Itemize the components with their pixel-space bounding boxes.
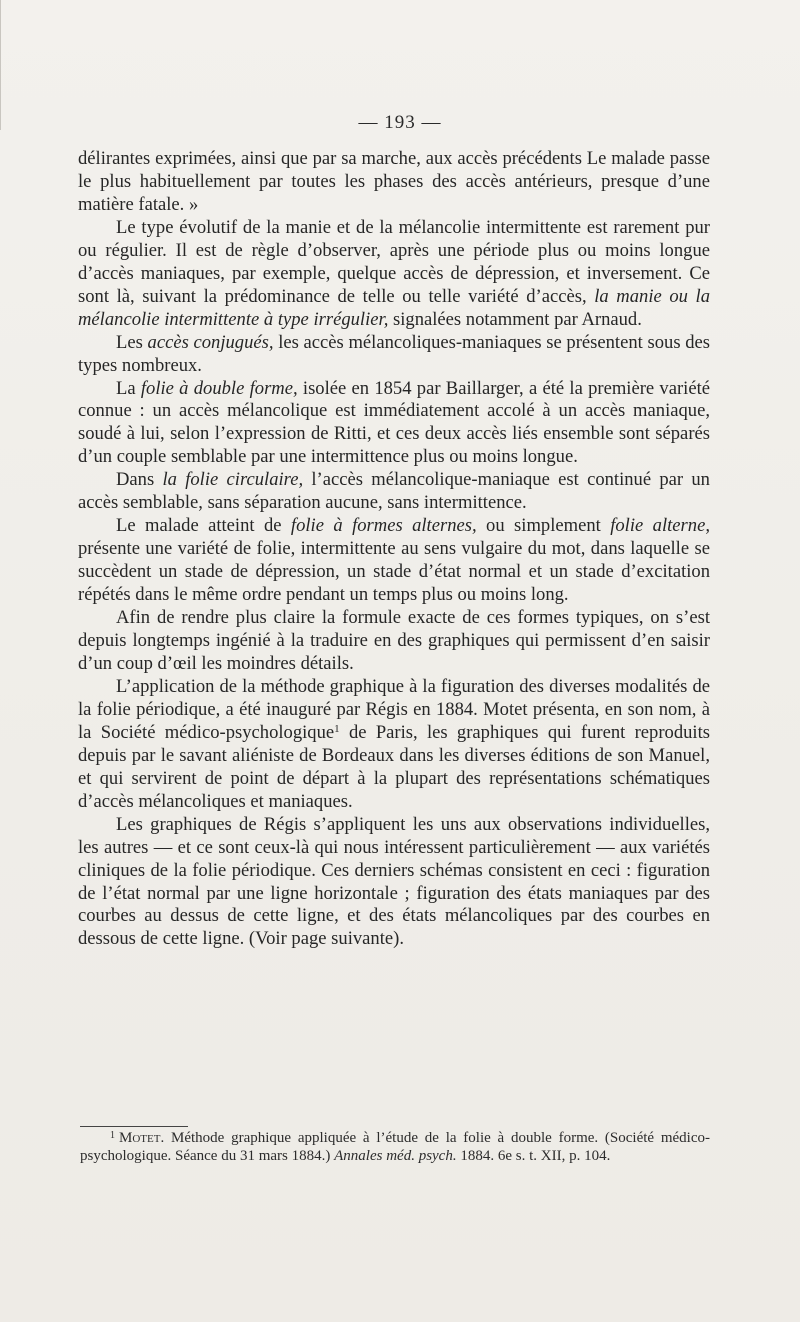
- paragraph: [78, 148, 710, 217]
- paragraph: [78, 217, 710, 332]
- paragraph: [78, 607, 710, 676]
- footnote-text-a: Méthode graphique appliquée à l’étude de la folie à double forme. (Société médico-psychologique. Séance du 31 mars 1884.): [80, 1130, 710, 1164]
- italic-term: folie à formes alternes,: [290, 515, 477, 537]
- footnote-journal: Annales méd. psych.: [334, 1147, 457, 1164]
- footnote-reference: 1: [334, 722, 340, 735]
- italic-term: la folie circulaire,: [162, 469, 304, 491]
- body-text: [78, 148, 710, 951]
- paragraph: [78, 332, 710, 378]
- page-number: — 193 —: [358, 112, 442, 133]
- paragraph: [78, 676, 710, 814]
- paragraph: [78, 515, 710, 607]
- text-run: délirantes exprimées, ainsi que par sa marche, aux accès précédents Le malade passe le plus habituellement par toutes les phases des accès antérieurs, presque d’une matière fatale. »: [78, 148, 710, 215]
- footnote-divider: [80, 1126, 188, 1127]
- footnote-number: 1: [110, 1130, 115, 1141]
- text-run: Le type évolutif de la manie et de la mélancolie intermittente est rarement pur ou régulier. Il est de règle d’observer, après une période plus ou moins longue d’accès maniaques, par exemple, quelque accès de dépression, et inversement. Ce sont là, suivant la prédominance de telle ou telle variété d’accès,: [78, 216, 710, 307]
- footnote-text-b: 1884. 6e s. t. XII, p. 104.: [456, 1147, 611, 1164]
- text-run: l’accès mélancolique-maniaque est continué par un accès semblable, sans séparation aucune, sans intermittence.: [78, 469, 710, 514]
- text-run: La: [116, 377, 141, 399]
- paragraph: [78, 469, 710, 515]
- footnote: [80, 1130, 710, 1165]
- text-run: signalées notamment par Arnaud.: [388, 308, 642, 330]
- page-edge-mark: [0, 0, 7, 130]
- footnote-author: Motet.: [119, 1130, 165, 1146]
- text-run: ou simplement: [476, 515, 611, 537]
- italic-term: folie à double forme,: [140, 377, 298, 399]
- italic-term: accès conjugués,: [147, 331, 274, 353]
- italic-term: folie alterne,: [610, 515, 710, 537]
- text-run: Le malade atteint de: [116, 515, 291, 537]
- text-run: isolée en 1854 par Baillarger, a été la première variété connue : un accès mélancolique est immédiatement accolé à un accès maniaque, soudé à lui, selon l’expression de Ritti, et ces deux accès liés ensemble sont séparés d’un couple semblable par une intermittence plus ou moins longue.: [78, 377, 710, 468]
- paragraph: [78, 814, 710, 952]
- text-run: L’application de la méthode graphique à la figuration des diverses modalités de la folie périodique, a été inauguré par Régis en 1884. Motet présenta, en son nom, à la Société médico-psychologique: [78, 675, 710, 743]
- text-run: Dans: [116, 469, 163, 491]
- paragraph: [78, 378, 710, 470]
- text-run: les accès mélancoliques-maniaques se présentent sous des types nombreux.: [78, 331, 711, 376]
- text-run: Les graphiques de Régis s’appliquent les uns aux observations individuelles, les autres — et ce sont ceux-là qui nous intéressent particulièrement — aux variétés cliniques de la folie périodique. Ces derniers schémas consistent en ceci : figuration de l’état normal par une ligne horizontale ; figuration des états maniaques par des courbes au dessus de cette ligne, et des états mélancoliques par des courbes en dessous de cette ligne. (Voir page suivante).: [78, 813, 710, 950]
- text-run: présente une variété de folie, intermittente au sens vulgaire du mot, dans laquelle se succèdent un stade de dépression, un stade d’état normal et un stade d’excitation répétés dans le même ordre pendant un temps plus ou moins long.: [78, 538, 710, 606]
- text-run: de Paris, les graphiques qui furent reproduits depuis par le savant aliéniste de Bordeaux dans les diverses éditions de son Manuel, et qui servirent de point de départ à la plupart des représentations schématiques d’accès mélancoliques et maniaques.: [78, 721, 710, 812]
- text-run: Afin de rendre plus claire la formule exacte de ces formes typiques, on s’est depuis longtemps ingénié à la traduire en des graphiques qui permissent d’en saisir d’un coup d’œil les moindres détails.: [78, 607, 710, 674]
- italic-term: la manie ou la mélancolie intermittente à type irrégulier,: [78, 285, 710, 330]
- text-run: Les: [116, 331, 148, 353]
